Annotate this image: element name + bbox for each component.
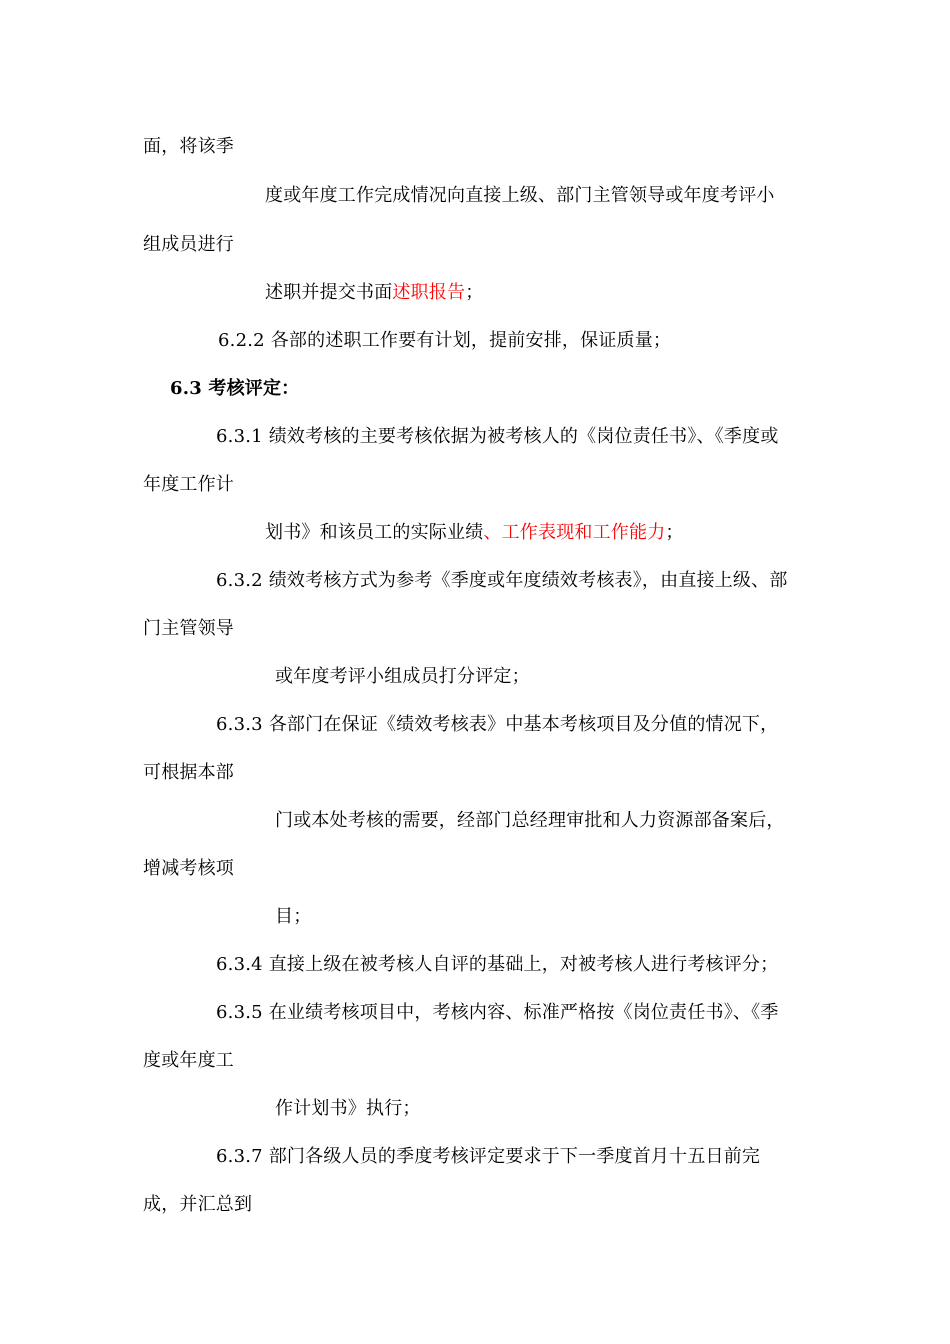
text-line: 门主管领导 — [143, 618, 234, 639]
text-segment: ； — [665, 522, 684, 543]
text-line: 年度工作计 — [143, 474, 234, 495]
text-line — [265, 281, 483, 305]
text-line: 6.2.2 各部的述职工作要有计划，提前安排，保证质量； — [218, 330, 672, 351]
text-line: 6.3.2 绩效考核方式为参考《季度或年度绩效考核表》，由直接上级、部 — [216, 570, 788, 591]
text-line: 6.3.1 绩效考核的主要考核依据为被考核人的《岗位责任书》、《季度或 — [216, 426, 779, 447]
text-line: 度或年度工 — [143, 1050, 234, 1071]
text-line: 6.3.3 各部门在保证《绩效考核表》中基本考核项目及分值的情况下， — [216, 714, 779, 735]
text-line: 门或本处考核的需要，经部门总经理审批和人力资源部备案后， — [275, 810, 785, 831]
text-line: 面，将该季 — [143, 136, 234, 157]
highlighted-text: 述职报告 — [392, 282, 466, 303]
text-line: 6.3.5 在业绩考核项目中，考核内容、标准严格按《岗位责任书》、《季 — [216, 1002, 779, 1023]
text-line: 可根据本部 — [143, 762, 234, 783]
text-line: 作计划书》执行； — [275, 1098, 421, 1119]
text-line: 目； — [275, 906, 312, 927]
text-line: 增减考核项 — [143, 858, 234, 879]
text-line: 或年度考评小组成员打分评定； — [275, 666, 530, 687]
text-line: 度或年度工作完成情况向直接上级、部门主管领导或年度考评小 — [265, 185, 775, 206]
text-segment: 划书》和该员工的实际业绩 — [265, 522, 484, 543]
text-line: 组成员进行 — [143, 234, 234, 255]
text-line: 6.3.7 部门各级人员的季度考核评定要求于下一季度首月十五日前完 — [216, 1146, 761, 1167]
text-line: 6.3.4 直接上级在被考核人自评的基础上，对被考核人进行考核评分； — [216, 954, 779, 975]
text-segment: ； — [465, 282, 484, 303]
section-heading: 6.3 考核评定： — [170, 378, 300, 399]
text-segment: 述职并提交书面 — [265, 282, 393, 303]
text-line — [265, 521, 684, 545]
text-line: 成，并汇总到 — [143, 1194, 253, 1215]
highlighted-text: 、工作表现和工作能力 — [483, 522, 666, 543]
